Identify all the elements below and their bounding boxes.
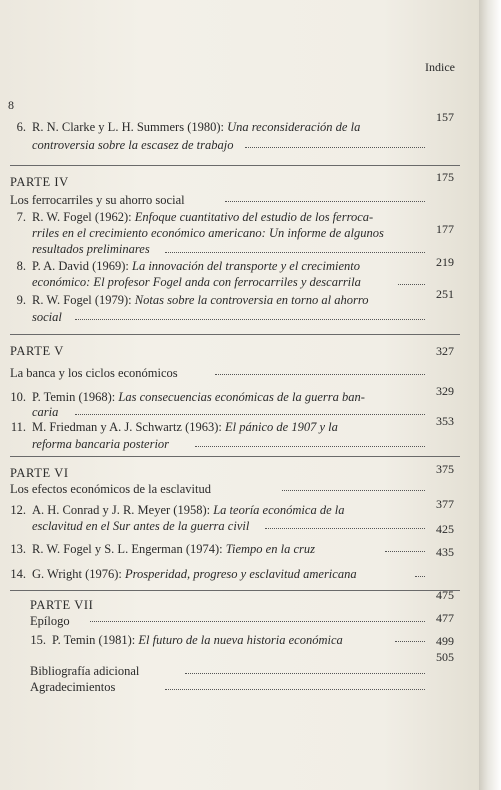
part-page: 375	[436, 462, 454, 476]
dot-leader	[165, 688, 425, 690]
toc-entry-7	[10, 210, 373, 225]
entry-title: La innovación del transporte y el crecimiento	[132, 259, 360, 273]
entry-page: 157	[436, 110, 454, 124]
entry-number: 11.	[10, 420, 26, 434]
dot-leader	[215, 373, 425, 375]
toc-entry-13	[10, 542, 315, 557]
toc-entry-9	[10, 293, 368, 308]
entry-page: 377	[436, 497, 454, 511]
entry-page: 353	[436, 414, 454, 428]
divider	[10, 456, 460, 457]
entry-page: 219	[436, 255, 454, 269]
entry-title-continued: resultados preliminares	[32, 242, 150, 256]
entry-author: R. W. Fogel y S. L. Engerman (1974):	[32, 542, 223, 556]
section-title: Los ferrocarriles y su ahorro social	[10, 193, 185, 207]
section-page: 477	[436, 611, 454, 625]
entry-number: 12.	[10, 503, 26, 517]
dot-leader	[75, 318, 425, 320]
toc-entry-8	[10, 259, 360, 274]
entry-title: Notas sobre la controversia en torno al ahorro	[134, 293, 369, 307]
entry-title: Las consecuencias económicas de la guerra ban-	[118, 390, 365, 404]
divider	[10, 334, 460, 335]
section-title: Los efectos económicos de la esclavitud	[10, 482, 211, 496]
entry-author: G. Wright (1976):	[32, 567, 122, 581]
entry-author: P. Temin (1981):	[52, 633, 136, 647]
entry-title: El futuro de la nueva historia económica	[138, 633, 343, 647]
entry-author: M. Friedman y A. J. Schwartz (1963):	[32, 420, 222, 434]
entry-author: R. W. Fogel (1979):	[32, 293, 132, 307]
dot-leader	[90, 620, 425, 622]
divider	[10, 590, 460, 591]
part-heading: PARTE IV	[10, 175, 69, 189]
entry-number: 6.	[16, 120, 26, 134]
entry-number: 15.	[30, 633, 46, 647]
back-matter-acknowledgements: Agradecimientos	[30, 680, 116, 694]
toc-entry-6	[10, 120, 360, 135]
entry-title: Una reconsideración de la	[227, 120, 361, 134]
back-matter-page: 505	[436, 650, 454, 664]
entry-title-continued: caria	[32, 405, 59, 419]
entry-title: La teoría económica de la	[213, 503, 345, 517]
section-title: La banca y los ciclos económicos	[10, 366, 178, 380]
toc-entry-15	[30, 633, 343, 648]
dot-leader	[165, 251, 425, 253]
back-matter-bibliography: Bibliografía adicional	[30, 664, 140, 678]
dot-leader	[265, 527, 425, 529]
entry-page: 425	[436, 522, 454, 536]
toc-entry-14	[10, 567, 357, 582]
dot-leader	[75, 413, 425, 415]
dot-leader	[245, 146, 425, 148]
entry-title-continued: rriles en el crecimiento económico americano: Un informe de algunos	[32, 226, 384, 240]
entry-title: Prosperidad, progreso y esclavitud americana	[125, 567, 357, 581]
part-heading: PARTE VII	[30, 598, 94, 612]
dot-leader	[195, 445, 425, 447]
divider	[10, 165, 460, 166]
entry-number: 7.	[16, 210, 26, 224]
entry-title-continued: controversia sobre la escasez de trabajo	[32, 138, 234, 152]
page-number: 8	[8, 98, 14, 112]
dot-leader	[185, 672, 425, 674]
entry-page: 329	[436, 384, 454, 398]
entry-number: 14.	[10, 567, 26, 581]
entry-author: P. A. David (1969):	[32, 259, 129, 273]
running-header-title: Indice	[425, 60, 455, 74]
entry-author: A. H. Conrad y J. R. Meyer (1958):	[32, 503, 211, 517]
entry-title-continued: esclavitud en el Sur antes de la guerra civil	[32, 519, 250, 533]
dot-leader	[225, 200, 425, 202]
entry-title: Tiempo en la cruz	[225, 542, 315, 556]
entry-page: 499	[436, 634, 454, 648]
entry-number: 8.	[16, 259, 26, 273]
section-title: Epílogo	[30, 614, 70, 628]
entry-author: R. W. Fogel (1962):	[32, 210, 132, 224]
toc-entry-11	[10, 420, 338, 435]
section-page: 175	[436, 170, 454, 184]
entry-page: 435	[436, 545, 454, 559]
book-spine	[479, 0, 501, 790]
entry-title: El pánico de 1907 y la	[225, 420, 338, 434]
entry-title: Enfoque cuantitativo del estudio de los ferroca-	[134, 210, 374, 224]
toc-entry-10	[10, 390, 365, 405]
entry-number: 10.	[10, 390, 26, 404]
entry-author: R. N. Clarke y L. H. Summers (1980):	[32, 120, 224, 134]
dot-leader	[415, 575, 425, 577]
entry-number: 13.	[10, 542, 26, 556]
dot-leader	[282, 489, 425, 491]
part-page: 475	[436, 588, 454, 602]
entry-number: 9.	[16, 293, 26, 307]
dot-leader	[398, 283, 425, 285]
part-heading: PARTE V	[10, 344, 64, 358]
entry-author: P. Temin (1968):	[32, 390, 116, 404]
entry-page: 177	[436, 222, 454, 236]
entry-title-continued: reforma bancaria posterior	[32, 437, 170, 451]
toc-entry-12	[10, 503, 344, 518]
entry-title-continued: económico: El profesor Fogel anda con ferrocarriles y descarrila	[32, 275, 361, 289]
entry-page: 251	[436, 287, 454, 301]
part-page: 327	[436, 344, 454, 358]
entry-title-continued: social	[32, 310, 62, 324]
part-heading: PARTE VI	[10, 466, 69, 480]
